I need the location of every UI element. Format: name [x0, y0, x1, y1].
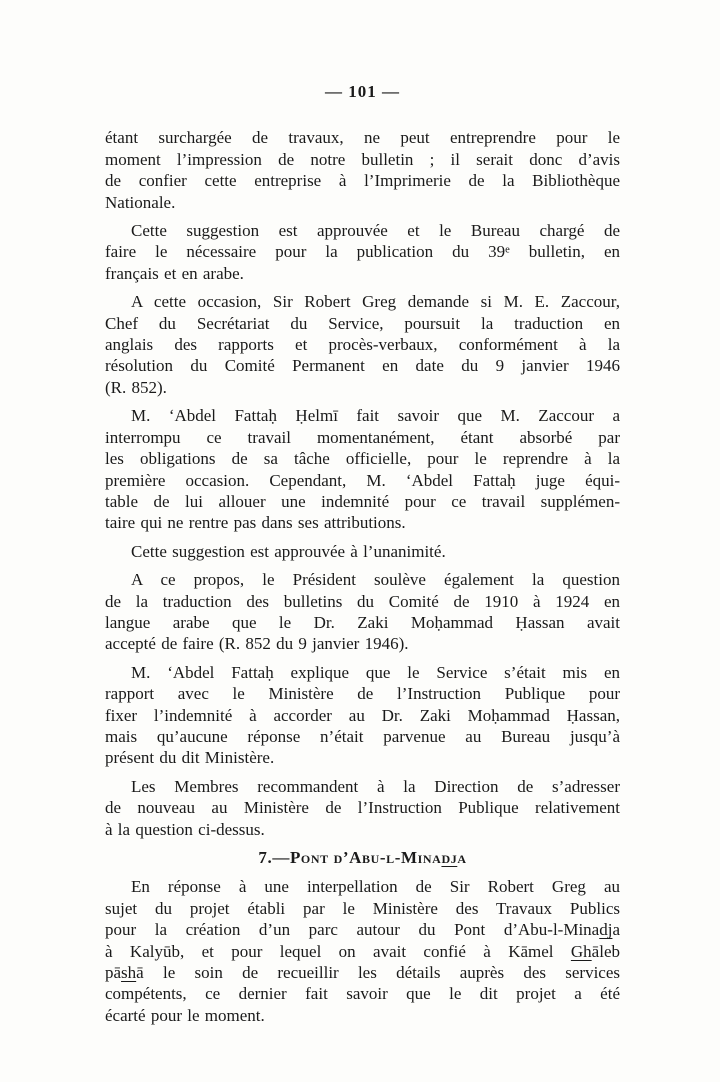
text-line	[105, 683, 620, 704]
text-line	[105, 591, 620, 612]
text-line	[105, 941, 620, 962]
paragraph	[105, 291, 620, 398]
underlined-transliteration: dj	[599, 920, 613, 940]
text-line	[105, 149, 620, 170]
text-line	[105, 633, 620, 654]
text-line	[105, 448, 620, 469]
text-segment: fixer l’indemnité à accorder au Dr. Zaki Moḥammad Ḥassan,	[105, 705, 620, 725]
text-segment: (R. 852).	[105, 377, 167, 397]
paragraph	[105, 127, 620, 213]
text-segment: accepté de faire (R. 852 du 9 janvier 1946).	[105, 634, 409, 654]
text-segment: table de lui allouer une indemnité pour ce travail supplémen-	[105, 491, 620, 511]
paragraph	[105, 405, 620, 533]
text-segment: A ce propos, le Président soulève également la question	[131, 570, 620, 590]
paragraph	[105, 541, 620, 562]
text-segment: moment l’impression de notre bulletin ; il serait donc d’avis	[105, 149, 620, 169]
text-segment: langue arabe que le Dr. Zaki Moḥammad Ḥassan avait	[105, 612, 620, 632]
section-heading	[105, 847, 620, 868]
text-segment: de la traduction des bulletins du Comité de 1910 à 1924 en	[105, 591, 620, 611]
text-line	[105, 776, 620, 797]
text-line	[105, 491, 620, 512]
underlined-transliteration: Gh	[570, 941, 592, 961]
text-segment: compétents, ce dernier fait savoir que le dit projet a été	[105, 984, 620, 1004]
text-segment: sujet du projet établi par le Ministère des Travaux Publics	[105, 898, 620, 918]
text-line	[105, 797, 620, 818]
text-line	[105, 127, 620, 148]
text-line	[105, 876, 620, 897]
superscript-text: e	[505, 244, 510, 256]
text-segment: anglais des rapports et procès-verbaux, conformément à la	[105, 335, 620, 355]
text-line	[105, 1005, 620, 1026]
text-segment: présent du dit Ministère.	[105, 748, 275, 768]
paragraph	[105, 876, 620, 1026]
text-segment: M. ‘Abdel Fattaḥ Ḥelmī fait savoir que M. Zaccour a	[131, 406, 620, 426]
text-segment: Cette suggestion est approuvée et le Bureau chargé de	[131, 221, 620, 241]
paragraph	[105, 776, 620, 840]
text-line	[105, 170, 620, 191]
text-line	[105, 192, 620, 213]
text-segment: mais qu’aucune réponse n’était parvenue au Bureau jusqu’à	[105, 726, 620, 746]
text-line	[105, 405, 620, 426]
text-segment: M. ‘Abdel Fattaḥ explique que le Service s’était mis en	[131, 662, 620, 682]
text-line	[105, 334, 620, 355]
text-segment: Nationale.	[105, 192, 176, 212]
text-line	[105, 983, 620, 1004]
text-line	[105, 313, 620, 334]
text-line	[105, 512, 620, 533]
underlined-transliteration: dj	[441, 848, 458, 867]
text-segment: les obligations de sa tâche officielle, pour le reprendre à la	[105, 449, 620, 469]
text-line	[105, 355, 620, 376]
text-segment: pā	[105, 963, 122, 983]
underlined-transliteration: sh	[121, 963, 137, 983]
text-segment: première occasion. Cependant, M. ‘Abdel Fattaḥ juge équi-	[105, 470, 620, 490]
text-segment: de confier cette entreprise à l’Imprimerie de la Bibliothèque	[105, 171, 620, 191]
text-segment: ā le soin de recueillir les détails auprès des services	[136, 963, 620, 983]
text-segment: écarté pour le moment.	[105, 1005, 265, 1025]
text-line	[105, 427, 620, 448]
text-line	[105, 241, 620, 262]
text-line	[105, 612, 620, 633]
page-number: — 101 —	[325, 82, 400, 101]
text-segment: Chef du Secrétariat du Service, poursuit la traduction en	[105, 313, 620, 333]
text-line	[105, 569, 620, 590]
text-line	[105, 220, 620, 241]
text-line	[105, 662, 620, 683]
text-segment: faire le nécessaire pour la publication du 39	[105, 242, 506, 262]
text-segment: rapport avec le Ministère de l’Instruction Publique pour	[105, 684, 620, 704]
text-segment: 7.—Pont d’Abu-l-Mina	[258, 848, 442, 867]
text-line	[105, 291, 620, 312]
text-segment: français et en arabe.	[105, 263, 244, 283]
text-segment: pour la création d’un parc autour du Pont d’Abu-l-Mina	[105, 920, 600, 940]
paragraph	[105, 662, 620, 769]
text-line	[105, 898, 620, 919]
paragraph	[105, 569, 620, 655]
text-line	[105, 263, 620, 284]
paragraph	[105, 220, 620, 284]
text-line	[105, 726, 620, 747]
text-segment: de nouveau au Ministère de l’Instruction Publique relativement	[105, 798, 620, 818]
text-line	[105, 962, 620, 983]
text-segment: āleb	[591, 941, 620, 961]
text-line	[105, 377, 620, 398]
text-segment: A cette occasion, Sir Robert Greg demande si M. E. Zaccour,	[131, 292, 620, 312]
text-segment: Les Membres recommandent à la Direction de s’adresser	[131, 776, 620, 796]
text-line	[105, 747, 620, 768]
text-line	[105, 470, 620, 491]
text-line	[105, 919, 620, 940]
text-line	[105, 705, 620, 726]
text-line	[105, 819, 620, 840]
text-line	[105, 541, 620, 562]
text-segment: a	[612, 920, 620, 940]
text-segment: étant surchargée de travaux, ne peut entreprendre pour le	[105, 128, 620, 148]
text-segment: à la question ci-dessus.	[105, 819, 265, 839]
text-segment: a	[457, 848, 467, 867]
text-block	[105, 127, 620, 1026]
text-segment: résolution du Comité Permanent en date du 9 janvier 1946	[105, 356, 620, 376]
text-segment: interrompu ce travail momentanément, étant absorbé par	[105, 427, 620, 447]
text-segment: En réponse à une interpellation de Sir Robert Greg au	[131, 877, 620, 897]
text-segment: à Kalyūb, et pour lequel on avait confié à Kāmel	[105, 941, 571, 961]
text-segment: bulletin, en	[509, 242, 620, 262]
text-segment: taire qui ne rentre pas dans ses attributions.	[105, 513, 406, 533]
text-segment: Cette suggestion est approuvée à l’unanimité.	[131, 541, 446, 561]
